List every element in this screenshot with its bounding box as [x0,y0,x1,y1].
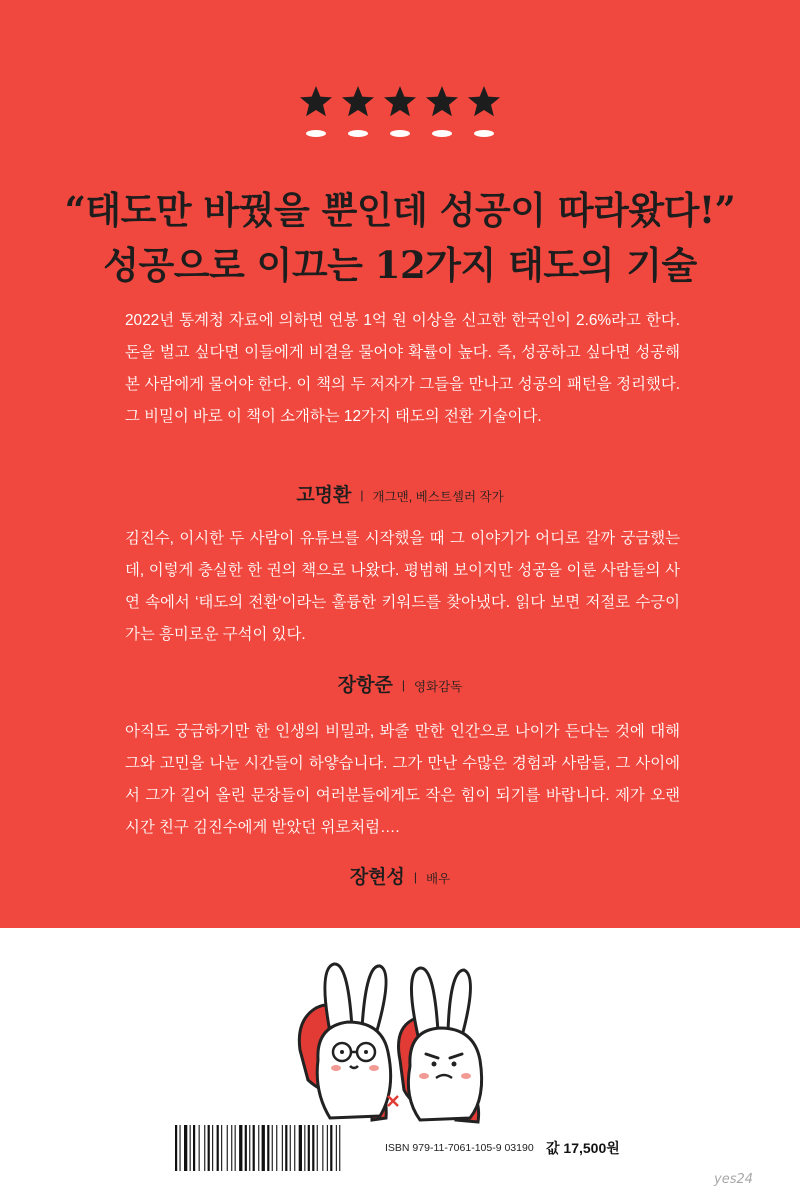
barcode-bar [184,1125,187,1171]
barcode-bar [285,1125,287,1171]
star-item [298,84,334,137]
price-label: 값 17,500원 [546,1140,620,1156]
endorsement-text-2: 김진수, 이시한 두 사람이 유튜브를 시작했을 때 그 이야기가 어디로 갈까 궁금했는데, 이렇게 충실한 한 권의 책으로 나왔다. 평범해 보이지만 성공을 이룬 사람들의 사연 속에서 ‘태도의 전환’이라는 훌륭한 키워드를 찾아냈다. 읽다 보면 저절로 수긍이 가는 흥미로운 구석이 있다. [125,530,680,643]
watermark: yes24 [714,1172,754,1187]
star-item [340,84,376,137]
star-icon [424,84,460,118]
barcode-bar [208,1125,210,1171]
endorser-role: 개그맨, 베스트셀러 작가 [372,490,504,504]
star-icon [340,84,376,118]
barcode-bar [175,1125,177,1171]
barcode-bar [227,1125,228,1171]
barcode-bar [231,1125,232,1171]
barcode-bar [267,1125,269,1171]
barcode-bar [204,1125,205,1171]
barcode-bar [339,1125,340,1171]
star-rating [0,84,800,137]
barcode-bar [317,1125,318,1171]
barcode-bar [193,1125,195,1171]
barcode-bar [330,1125,332,1171]
barcode-bar [262,1125,265,1171]
barcode-bar [212,1125,213,1171]
barcode-bar [322,1125,323,1171]
star-dash [348,130,368,137]
barcode-bar [272,1125,273,1171]
barcode-bar [249,1125,250,1171]
star-dash [390,130,410,137]
star-dash [432,130,452,137]
barcode-bar [239,1125,242,1171]
endorser-2 [0,670,800,697]
endorser-role: 배우 [426,872,451,886]
barcode-bar [276,1125,277,1171]
barcode-bar [294,1125,295,1171]
barcode-bar [327,1125,328,1171]
barcode-bar [290,1125,291,1171]
barcode-bar [258,1125,259,1171]
barcode-bar [221,1125,222,1171]
barcode-bar [304,1125,305,1171]
barcode-bar [199,1125,200,1171]
endorser-name: 장항준 [337,674,393,696]
star-item [424,84,460,137]
headline-quote: “태도만 바꿨을 뿐인데 성공이 따라왔다!” [64,188,736,232]
endorser-name: 고명환 [296,484,352,506]
endorsement-text-1: 2022년 통계청 자료에 의하면 연봉 1억 원 이상을 신고한 한국인이 2.6%라고 한다. 돈을 벌고 싶다면 이들에게 비결을 물어야 확률이 높다. 즉, 성공하고 싶다면 성공해본 사람에게 물어야 한다. 이 책의 두 저자가 그들을 만나고 성공의 패턴을 정리했다. 그 비밀이 바로 이 책이 소개하는 12가지 태도의 전환 기술이다. [125,312,680,425]
barcode-bar [235,1125,236,1171]
barcode-bar [308,1125,310,1171]
endorser-1 [0,480,800,507]
endorser-separator: | [413,870,418,884]
barcode-bar [245,1125,247,1171]
x-mark-icon [388,1096,398,1106]
endorser-3 [0,862,800,889]
star-icon [466,84,502,118]
barcode-bar [312,1125,314,1171]
barcode-bar [299,1125,302,1171]
endorser-role: 영화감독 [413,680,463,694]
endorser-separator: | [401,678,405,692]
barcode-bar [190,1125,191,1171]
star-icon [298,84,334,118]
endorser-name: 장현성 [349,866,405,888]
star-icon [382,84,418,118]
barcode-bar [217,1125,219,1171]
star-item [466,84,502,137]
star-item [382,84,418,137]
star-dash [474,130,494,137]
rabbit-with-glasses [317,964,390,1118]
rabbit-characters-illustration [0,928,800,1128]
barcode-bar [253,1125,255,1171]
barcode [173,1125,379,1171]
rabbit-grumpy [408,968,481,1120]
isbn-number: ISBN 979-11-7061-105-9 03190 [385,1142,534,1154]
barcode-bar [282,1125,283,1171]
endorser-separator: | [360,488,364,502]
barcode-bar [336,1125,337,1171]
headline-subtitle: 성공으로 이끄는 12가지 태도의 기술 [103,243,697,287]
star-dash [306,130,326,137]
barcode-bar [180,1125,181,1171]
endorsement-text-3: 아직도 궁금하기만 한 인생의 비밀과, 봐줄 만한 인간으로 나이가 든다는 것에 대해 그와 고민을 나눈 시간들이 하얗습니다. 그가 만난 수많은 경험과 사람들, 그 사이에서 그가 길어 올린 문장들이 여러분들에게도 작은 힘이 되기를 바랍니다. 제가 오랜 시간 친구 김진수에게 받았던 위로처럼…. [125,723,680,836]
